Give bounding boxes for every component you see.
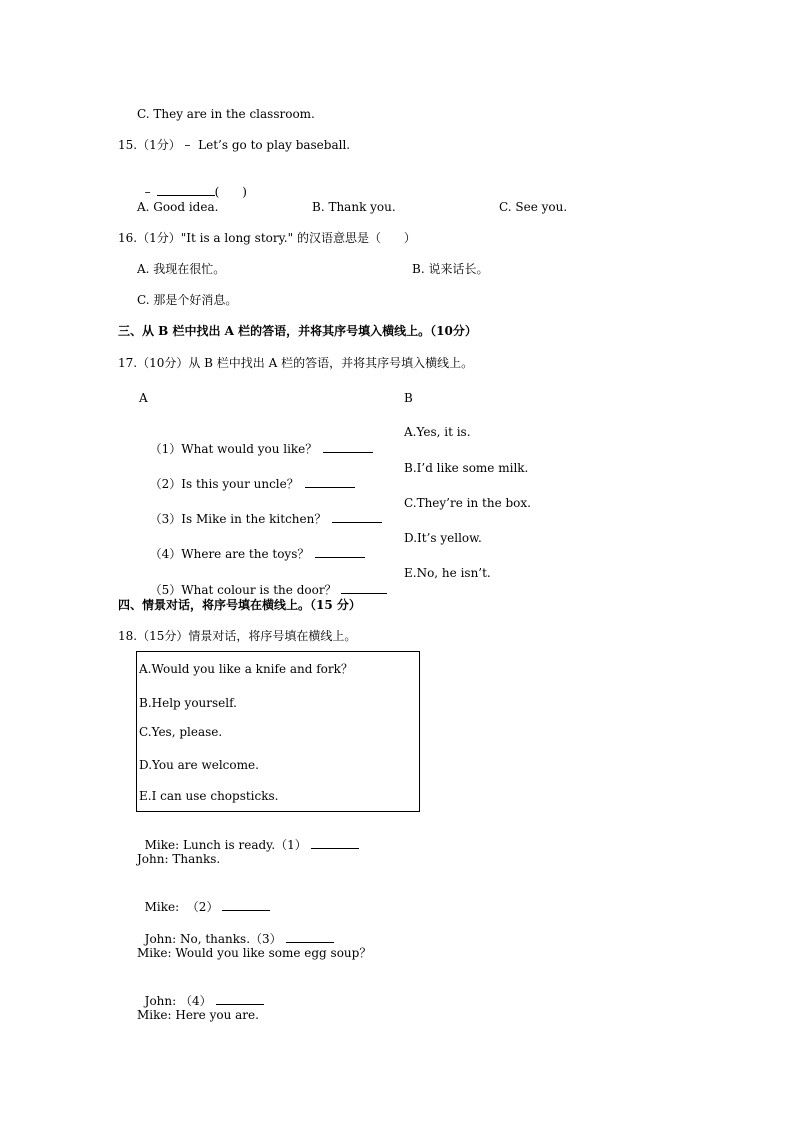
question-text: （4）Where are the toys？ — [149, 547, 310, 561]
answer-blank[interactable] — [311, 836, 359, 849]
option-box-e: E.I can use chopsticks. — [139, 789, 279, 803]
q15-option-b: B. Thank you. — [312, 200, 396, 214]
q16-stem: 16.（1分）"It is a long story." 的汉语意思是（ ） — [118, 231, 416, 245]
match-answer-e: E.No, he isn’t. — [404, 566, 491, 580]
match-answer-a: A.Yes, it is. — [404, 425, 471, 439]
match-row-3 — [142, 494, 382, 527]
q15-option-a: A. Good idea. — [137, 200, 219, 214]
question-text: （5）What colour is the door？ — [149, 583, 337, 597]
dialog-line-7: Mike: Here you are. — [137, 1008, 259, 1022]
question-text: （3）Is Mike in the kitchen？ — [149, 512, 327, 526]
option-box-a: A.Would you like a knife and fork？ — [139, 662, 353, 676]
answer-dash: – — [144, 185, 151, 199]
section4-heading: 四、情景对话，将序号填在横线上。（15 分） — [118, 598, 361, 612]
dialog-line-1 — [137, 820, 359, 853]
match-answer-d: D.It’s yellow. — [404, 531, 482, 545]
option-box-c: C.Yes, please. — [139, 725, 223, 739]
answer-blank[interactable] — [222, 898, 270, 911]
section3-heading: 三、从 B 栏中找出 A 栏的答语，并将其序号填入横线上。（10分） — [118, 324, 477, 338]
option-box-d: D.You are welcome. — [139, 758, 259, 772]
answer-blank[interactable] — [332, 510, 382, 523]
q14-option-c: C. They are in the classroom. — [137, 107, 315, 121]
match-answer-c: C.They’re in the box. — [404, 496, 531, 510]
dialog-text: Mike: Lunch is ready.（1） — [144, 838, 307, 852]
answer-blank[interactable] — [341, 581, 387, 594]
answer-blank[interactable] — [216, 992, 264, 1005]
answer-blank[interactable] — [323, 440, 373, 453]
match-answer-b: B.I’d like some milk. — [404, 461, 529, 475]
answer-blank[interactable] — [286, 930, 334, 943]
match-row-2 — [142, 459, 355, 492]
dialog-line-4 — [137, 914, 334, 947]
column-b-header: B — [404, 391, 413, 405]
dialog-text: John: No, thanks.（3） — [144, 932, 282, 946]
question-text: （2）Is this your uncle？ — [149, 477, 299, 491]
match-row-1 — [142, 424, 373, 457]
answer-blank[interactable] — [305, 475, 355, 488]
dialog-line-2: John: Thanks. — [137, 852, 221, 866]
match-row-4 — [142, 529, 365, 562]
answer-paren: ( ) — [214, 185, 247, 199]
dialog-line-6 — [137, 976, 264, 1009]
answer-blank[interactable] — [315, 545, 365, 558]
q16-option-b: B. 说来话长。 — [412, 262, 489, 276]
dialog-text: Mike: （2） — [144, 900, 219, 914]
match-row-5 — [142, 565, 387, 598]
q15-answer-line — [137, 167, 247, 200]
section3-stem: 17.（10分）从 B 栏中找出 A 栏的答语，并将其序号填入横线上。 — [118, 356, 474, 370]
q16-option-a: A. 我现在很忙。 — [137, 262, 226, 276]
question-text: （1）What would you like？ — [149, 442, 318, 456]
column-a-header: A — [139, 391, 148, 405]
q15-stem: 15.（1分） – Let’s go to play baseball. — [118, 138, 351, 152]
q15-option-c: C. See you. — [499, 200, 568, 214]
dialog-line-3 — [137, 882, 270, 915]
option-box-b: B.Help yourself. — [139, 696, 237, 710]
answer-blank[interactable] — [157, 183, 215, 196]
dialog-line-5: Mike: Would you like some egg soup？ — [137, 946, 372, 960]
q16-option-c: C. 那是个好消息。 — [137, 293, 238, 307]
section4-stem: 18.（15分）情景对话，将序号填在横线上。 — [118, 629, 357, 643]
dialog-text: John: （4） — [144, 994, 212, 1008]
